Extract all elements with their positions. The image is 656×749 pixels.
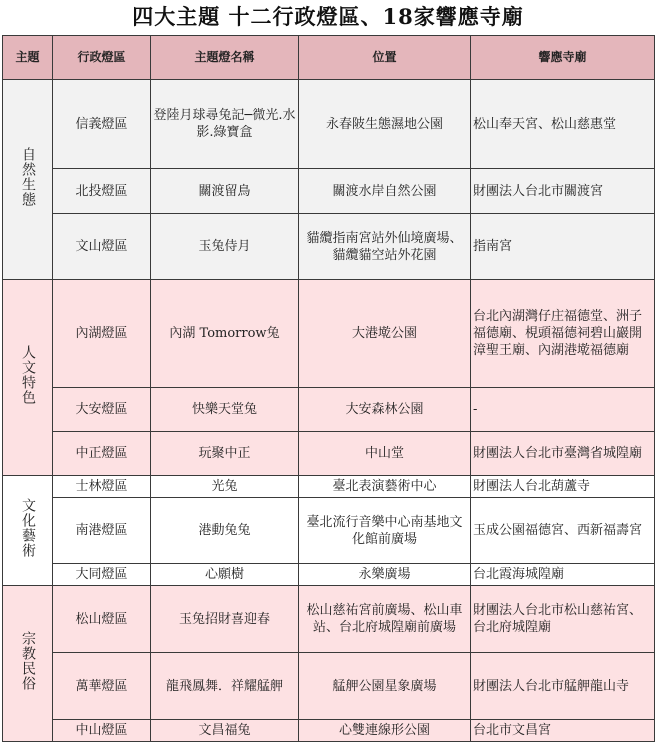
table-row — [3, 720, 655, 742]
temple-cell: 財團法人台北市臺灣省城隍廟 — [471, 432, 655, 476]
district-cell: 內湖燈區 — [53, 280, 151, 388]
table-row — [3, 586, 655, 653]
lantern-cell: 文昌福兔 — [151, 720, 299, 742]
theme-label: 自然生態 — [20, 147, 36, 207]
header-row — [3, 36, 655, 80]
header-district: 行政燈區 — [53, 36, 151, 80]
lantern-cell: 玩聚中正 — [151, 432, 299, 476]
theme-cell — [3, 476, 53, 586]
location-cell: 大港墘公園 — [299, 280, 471, 388]
table-row — [3, 653, 655, 720]
district-cell: 中山燈區 — [53, 720, 151, 742]
theme-cell — [3, 80, 53, 280]
header-location: 位置 — [299, 36, 471, 80]
temple-cell: - — [471, 388, 655, 432]
temple-cell: 財團法人台北市艋舺龍山寺 — [471, 653, 655, 720]
district-cell: 信義燈區 — [53, 80, 151, 169]
district-cell: 中正燈區 — [53, 432, 151, 476]
location-cell: 貓纜指南宮站外仙境廣場、貓纜貓空站外花園 — [299, 214, 471, 280]
location-cell: 永春陂生態濕地公園 — [299, 80, 471, 169]
lantern-cell: 登陸月球尋兔記─微光.水影.綠寶盒 — [151, 80, 299, 169]
location-cell: 大安森林公園 — [299, 388, 471, 432]
district-cell: 文山燈區 — [53, 214, 151, 280]
lantern-cell: 內湖 Tomorrow兔 — [151, 280, 299, 388]
location-cell: 臺北流行音樂中心南基地文化館前廣場 — [299, 498, 471, 564]
table-row — [3, 169, 655, 214]
location-cell: 永樂廣場 — [299, 564, 471, 586]
location-cell: 艋舺公園星象廣場 — [299, 653, 471, 720]
temple-cell: 台北內湖灣仔庄福德堂、洲子福德廟、梘頭福德祠碧山巖開漳聖王廟、內湖港墘福德廟 — [471, 280, 655, 388]
temple-cell: 松山奉天宮、松山慈惠堂 — [471, 80, 655, 169]
header-theme: 主題 — [3, 36, 53, 80]
lantern-table — [2, 35, 655, 742]
table-row — [3, 498, 655, 564]
table-row — [3, 564, 655, 586]
district-cell: 北投燈區 — [53, 169, 151, 214]
lantern-cell: 玉兔招財喜迎春 — [151, 586, 299, 653]
theme-label: 人文特色 — [20, 345, 36, 405]
location-cell: 關渡水岸自然公園 — [299, 169, 471, 214]
temple-cell: 財團法人台北市關渡宮 — [471, 169, 655, 214]
theme-cell — [3, 586, 53, 742]
table-row — [3, 432, 655, 476]
lantern-cell: 玉兔侍月 — [151, 214, 299, 280]
table-row — [3, 80, 655, 169]
header-temple: 響應寺廟 — [471, 36, 655, 80]
location-cell: 心雙連線形公園 — [299, 720, 471, 742]
table-row — [3, 476, 655, 498]
temple-cell: 財團法人台北市松山慈祐宮、台北府城隍廟 — [471, 586, 655, 653]
theme-label: 宗教民俗 — [20, 631, 36, 691]
lantern-cell: 港動兔兔 — [151, 498, 299, 564]
temple-cell: 財團法人台北葫蘆寺 — [471, 476, 655, 498]
table-row — [3, 388, 655, 432]
table-row — [3, 214, 655, 280]
table-row — [3, 280, 655, 388]
district-cell: 南港燈區 — [53, 498, 151, 564]
lantern-cell: 快樂天堂兔 — [151, 388, 299, 432]
page-title: 四大主題 十二行政燈區、18家響應寺廟 — [132, 4, 524, 29]
theme-label: 文化藝術 — [20, 498, 36, 558]
theme-cell — [3, 280, 53, 476]
district-cell: 萬華燈區 — [53, 653, 151, 720]
lantern-cell: 關渡留鳥 — [151, 169, 299, 214]
location-cell: 中山堂 — [299, 432, 471, 476]
lantern-cell: 光兔 — [151, 476, 299, 498]
temple-cell: 台北市文昌宮 — [471, 720, 655, 742]
header-lantern: 主題燈名稱 — [151, 36, 299, 80]
district-cell: 松山燈區 — [53, 586, 151, 653]
temple-cell: 玉成公園福德宮、西新福壽宮 — [471, 498, 655, 564]
temple-cell: 台北霞海城隍廟 — [471, 564, 655, 586]
district-cell: 大同燈區 — [53, 564, 151, 586]
temple-cell: 指南宮 — [471, 214, 655, 280]
district-cell: 大安燈區 — [53, 388, 151, 432]
lantern-cell: 心願樹 — [151, 564, 299, 586]
district-cell: 士林燈區 — [53, 476, 151, 498]
location-cell: 臺北表演藝術中心 — [299, 476, 471, 498]
lantern-cell: 龍飛鳳舞．祥耀艋舺 — [151, 653, 299, 720]
location-cell: 松山慈祐宮前廣場、松山車站、台北府城隍廟前廣場 — [299, 586, 471, 653]
